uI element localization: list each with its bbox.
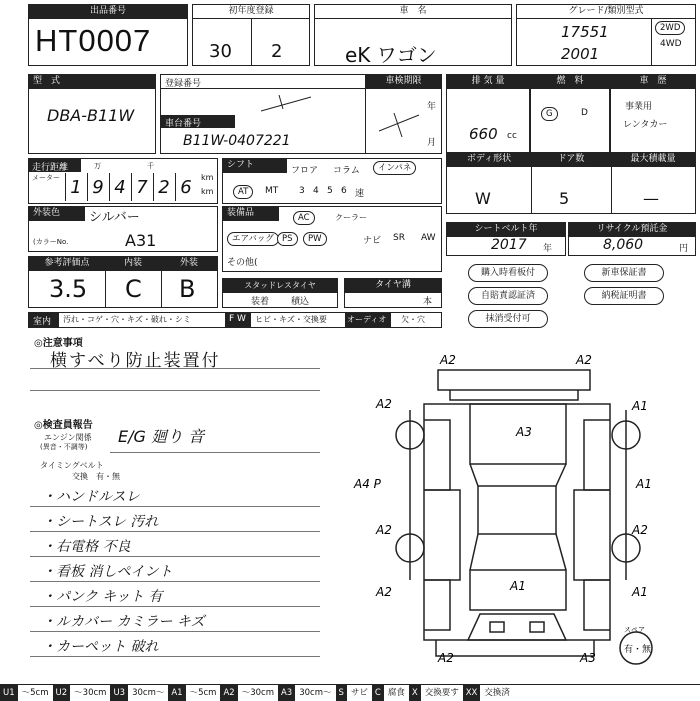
engine-value: E/G 廻り 音	[118, 427, 205, 446]
car-name: eK ワゴン	[345, 43, 437, 67]
equip-nav: ナビ	[363, 236, 382, 246]
belt-sub: 交換 有・無	[72, 472, 120, 481]
fw-label: F W	[229, 314, 246, 324]
grade-line-2: 2001	[561, 45, 600, 63]
mileage-sep-sen: 千	[147, 162, 154, 170]
interior-notes-label: 室内	[33, 317, 52, 327]
meter-label: メーター	[32, 174, 60, 182]
fuel-label: 燃 料	[531, 75, 609, 89]
engine-sub: (異音・不調等)	[40, 443, 88, 451]
color-value: シルバー	[89, 210, 140, 225]
grade-box	[516, 4, 696, 66]
equip-sr: SR	[393, 233, 405, 243]
equip-airbag: エアバッグ	[227, 232, 279, 246]
audio-label: オーディオ	[347, 315, 387, 324]
seatbelt-label: シートベルト年	[447, 223, 565, 237]
spare-value: 有・無	[624, 645, 652, 655]
interior-value: C	[125, 275, 142, 303]
legend-key: U1	[0, 685, 18, 701]
notes-label: ◎注意事項	[34, 338, 83, 349]
fuel-box	[530, 74, 610, 154]
max-load-label: 最大積載量	[611, 153, 695, 167]
notes-text: 横すべり防止装置付	[50, 351, 221, 371]
car-damage-diagram	[340, 340, 696, 684]
car-name-label: 車 名	[315, 5, 511, 19]
shift-6: 6	[341, 186, 347, 196]
report-item: ・シートスレ 汚れ	[42, 514, 159, 530]
registration-number-label: 登録番号	[165, 79, 202, 89]
mileage-unit-top: km	[201, 173, 214, 182]
legend-value: 腐食	[387, 688, 405, 698]
chassis-label: 車台番号	[165, 119, 202, 129]
damage-mark: A2	[376, 585, 392, 599]
shift-mt: MT	[265, 186, 279, 196]
color-code: A31	[125, 231, 157, 250]
recycle-value: 8,060	[603, 237, 644, 253]
interior-notes-items: 汚れ・コゲ・穴・キズ・破れ・シミ	[63, 315, 191, 324]
condition-strip	[28, 312, 442, 328]
legend-value: サビ	[350, 688, 368, 698]
inspection-year-unit: 年	[427, 102, 437, 112]
report-item: ・ハンドルスレ	[42, 489, 140, 505]
color-code-label: (カラーNo.	[33, 238, 69, 246]
legend-value: 交換済	[484, 688, 510, 698]
seatbelt-value: 2017	[491, 237, 527, 253]
legend-key: U3	[110, 685, 128, 701]
drive-4wd: 4WD	[660, 39, 682, 49]
mileage-label: 走行距離	[32, 163, 69, 173]
body-type-label: ボディ形状	[447, 153, 531, 167]
equipment-box	[222, 206, 442, 272]
mileage-digit: 2	[153, 173, 174, 201]
damage-mark: A1	[636, 477, 652, 491]
shift-5: 5	[327, 186, 333, 196]
doc-cancel: 抹消受付可	[468, 310, 548, 328]
report-item: ・ルカバー カミラー キズ	[42, 614, 205, 630]
shift-column: コラム	[333, 166, 360, 176]
model-label: 型 式	[29, 75, 155, 89]
legend-key: A3	[278, 685, 295, 701]
mileage-box	[28, 158, 218, 204]
fuel-g: G	[541, 107, 558, 121]
legend-value: 30cm～	[299, 688, 332, 698]
damage-mark: A2	[440, 353, 456, 367]
shift-at: AT	[233, 185, 253, 199]
damage-mark: A4 P	[354, 477, 381, 491]
score-label: 参考評価点	[29, 257, 105, 271]
legend-value: ～30cm	[241, 688, 274, 698]
equip-pw: PW	[303, 232, 327, 246]
equip-cooler: クーラー	[335, 213, 367, 222]
score-value: 3.5	[49, 275, 88, 303]
shift-instrument: インパネ	[373, 161, 416, 175]
body-info-box	[446, 152, 696, 214]
report-item: ・看板 消しペイント	[42, 564, 173, 580]
grade-line-1: 17551	[561, 23, 609, 41]
mileage-digit: 4	[109, 173, 130, 201]
legend-key: C	[372, 685, 384, 701]
seatbelt-unit: 年	[543, 244, 553, 254]
damage-mark: A2	[438, 651, 454, 665]
legend-key: A2	[220, 685, 237, 701]
damage-mark: A1	[510, 579, 526, 593]
mileage-digit: 6	[175, 173, 196, 201]
audio-items: 欠・穴	[401, 315, 425, 324]
mileage-digit: 1	[65, 173, 86, 201]
displacement-value: 660	[469, 125, 498, 143]
body-type-value: W	[475, 189, 491, 208]
history-label: 車 歴	[611, 75, 695, 89]
legend-value: ～30cm	[74, 688, 107, 698]
legend-value: ～5cm	[189, 688, 217, 698]
spare-label: スペア	[624, 626, 645, 634]
mileage-sep-man: 万	[94, 162, 101, 170]
report-item: ・右電格 不良	[42, 539, 131, 555]
doors-label: ドア数	[531, 153, 611, 167]
damage-mark: A3	[516, 425, 532, 439]
equip-ps: PS	[277, 232, 298, 246]
studless-box	[222, 278, 338, 308]
doors-value: 5	[559, 189, 570, 208]
tire-unit: 本	[423, 297, 433, 307]
color-label: 外装色	[29, 207, 85, 221]
recycle-label: リサイクル預託金	[569, 223, 695, 237]
studless-opt1: 装着	[251, 297, 270, 307]
report-label: ◎検査員報告	[34, 420, 93, 431]
history-rental: レンタカー	[623, 120, 668, 130]
equip-other: その他(	[227, 258, 258, 268]
damage-mark: A2	[376, 397, 392, 411]
seatbelt-box	[446, 222, 566, 256]
grade-label: グレード/類別型式	[517, 5, 695, 19]
model-box	[28, 74, 156, 154]
doc-insurance: 自賠責認証済	[468, 287, 548, 305]
lot-number-box	[28, 4, 188, 66]
registration-box	[160, 74, 442, 154]
tire-label: タイヤ溝	[345, 279, 441, 293]
shift-label: シフト	[223, 159, 287, 173]
legend-key: S	[336, 685, 347, 701]
equip-aw: AW	[421, 233, 436, 243]
damage-mark: A3	[580, 651, 596, 665]
inspection-label: 車検期限	[366, 75, 441, 89]
shift-4: 4	[313, 186, 319, 196]
report-item: ・カーペット 破れ	[42, 639, 159, 655]
displacement-label: 排 気 量	[447, 75, 529, 89]
fuel-d: D	[581, 108, 588, 118]
report-item: ・パンク キット 有	[42, 589, 163, 605]
fw-items: ヒビ・キズ・交換要	[255, 315, 327, 324]
shift-box	[222, 158, 442, 204]
chassis-number: B11W-0407221	[183, 133, 291, 149]
shift-floor: フロア	[291, 166, 319, 176]
tire-box	[344, 278, 442, 308]
lot-number: HT0007	[35, 23, 152, 58]
equip-ac: AC	[293, 211, 315, 225]
first-registration-box	[192, 4, 310, 66]
first-registration-label: 初年度登録	[193, 5, 309, 19]
exterior-label: 外装	[161, 257, 217, 271]
belt-label: タイミングベルト	[40, 461, 104, 470]
grade-scores-box	[28, 256, 218, 308]
drive-2wd: 2WD	[655, 21, 685, 35]
shift-speed: 速	[355, 189, 365, 199]
mileage-digit: 7	[131, 173, 152, 201]
damage-mark: A1	[632, 399, 648, 413]
recycle-unit: 円	[679, 244, 689, 254]
mileage-unit-bottom: km	[201, 187, 214, 196]
model-value: DBA-B11W	[47, 106, 135, 125]
equipment-label: 装備品	[223, 207, 279, 221]
lot-number-label: 出品番号	[29, 5, 187, 19]
first-registration-year: 30	[209, 41, 232, 62]
exterior-value: B	[179, 275, 196, 303]
studless-label: スタッドレスタイヤ	[223, 279, 337, 293]
legend-value: 30cm～	[132, 688, 165, 698]
legend-key: XX	[463, 685, 481, 701]
doc-kanban: 購入時看板付	[468, 264, 548, 282]
first-registration-month: 2	[271, 41, 283, 62]
mileage-digit: 9	[87, 173, 108, 201]
interior-label: 内装	[105, 257, 161, 271]
car-name-box	[314, 4, 512, 66]
history-business: 事業用	[625, 102, 653, 112]
legend-value: ～5cm	[21, 688, 49, 698]
displacement-box	[446, 74, 530, 154]
legend-key: A1	[168, 685, 185, 701]
inspection-month-unit: 月	[427, 138, 437, 148]
damage-mark: A2	[376, 523, 392, 537]
displacement-unit: cc	[507, 131, 517, 141]
legend-key: U2	[53, 685, 71, 701]
legend-value: 交換要す	[424, 688, 459, 698]
color-box	[28, 206, 218, 252]
doc-warranty: 新車保証書	[584, 264, 664, 282]
studless-opt2: 積込	[291, 297, 310, 307]
doc-tax: 納税証明書	[584, 287, 664, 305]
damage-mark: A1	[632, 585, 648, 599]
damage-mark: A2	[576, 353, 592, 367]
damage-legend	[0, 684, 700, 701]
recycle-box	[568, 222, 696, 256]
max-load-value: —	[643, 189, 659, 208]
damage-mark: A2	[632, 523, 648, 537]
legend-key: X	[409, 685, 421, 701]
history-box	[610, 74, 696, 154]
engine-label: エンジン関係	[44, 433, 92, 442]
shift-3: 3	[299, 186, 305, 196]
